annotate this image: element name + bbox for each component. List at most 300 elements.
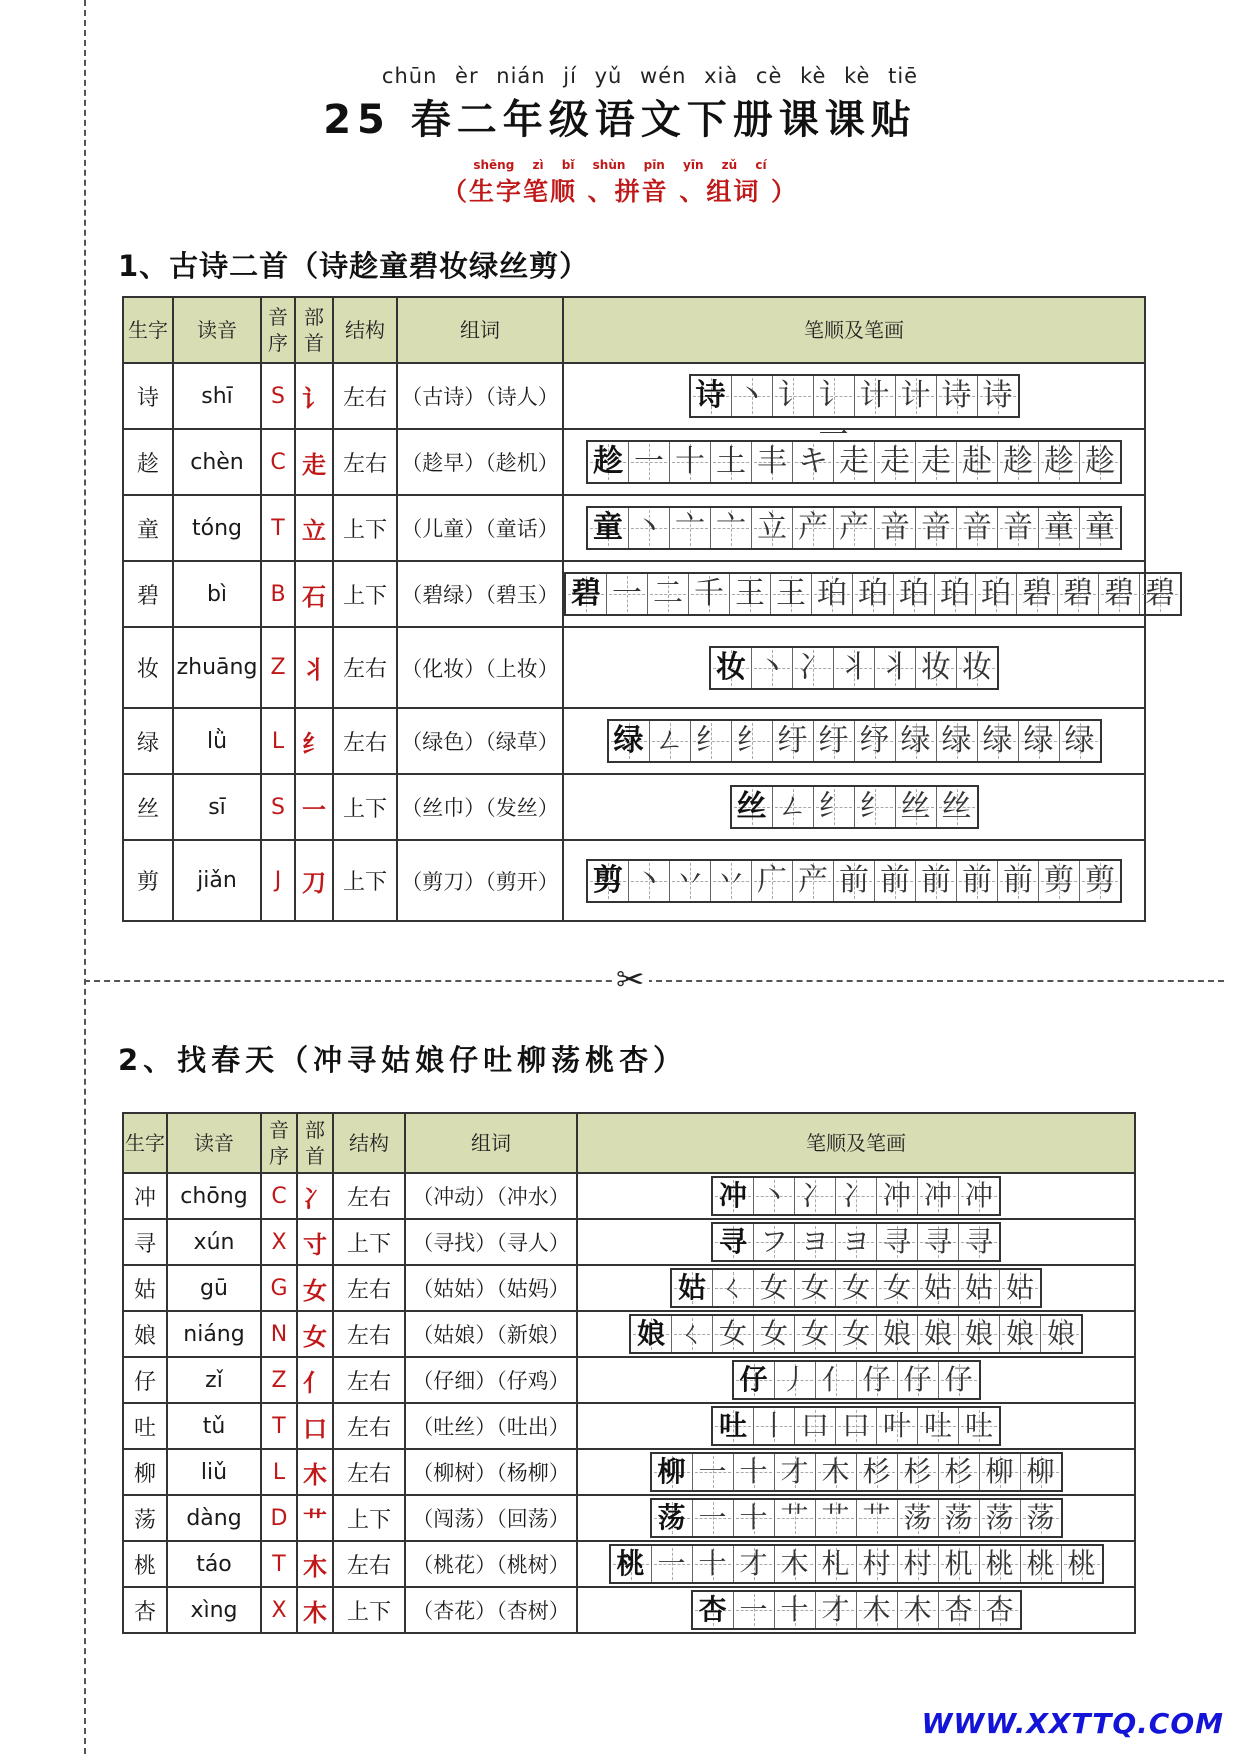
- stroke-step: 冲: [959, 1178, 999, 1214]
- header-initial: 音序: [261, 1113, 297, 1173]
- stroke-step: 趁: [1039, 442, 1080, 482]
- stroke-order-cell: [577, 1219, 1135, 1265]
- stroke-step: 珀: [935, 574, 976, 614]
- header-structure: 结构: [333, 297, 397, 363]
- stroke-model-char: 娘: [631, 1316, 672, 1352]
- stroke-step: 杉: [857, 1454, 898, 1490]
- stroke-step: 产: [793, 508, 834, 548]
- radical-cell: 立: [295, 495, 333, 561]
- stroke-step: 诗: [937, 376, 978, 416]
- stroke-step: 珀: [812, 574, 853, 614]
- words-cell: （碧绿）（碧玉）: [397, 561, 563, 627]
- radical-cell: 艹: [297, 1495, 333, 1541]
- stroke-order-cell: [563, 363, 1145, 453]
- stroke-order-cell: [577, 1173, 1135, 1219]
- words-cell: （儿童）（童话）: [397, 495, 563, 561]
- stroke-step: 丿: [775, 1362, 816, 1398]
- stroke-step: 童: [1080, 508, 1120, 548]
- initial-cell: T: [261, 1403, 297, 1449]
- character-row: [123, 1449, 1135, 1495]
- stroke-step: 口: [795, 1408, 836, 1444]
- radical-cell: 女: [297, 1265, 333, 1311]
- stroke-step: 一: [693, 1454, 734, 1490]
- initial-cell: L: [261, 708, 295, 774]
- radical-cell: 丬: [295, 627, 333, 708]
- words-cell: （剪刀）（剪开）: [397, 840, 563, 921]
- char-cell: 杏: [123, 1587, 167, 1633]
- title-pinyin: chūn èr nián jí yǔ wén xià cè kè kè tiē: [381, 64, 919, 88]
- stroke-step: 前: [916, 861, 957, 901]
- site-watermark: WWW.XXTTQ.COM: [921, 1707, 1224, 1740]
- char-cell: 绿: [123, 708, 173, 774]
- stroke-order-cell: [577, 1449, 1135, 1495]
- header-char: 生字: [123, 297, 173, 363]
- stroke-step: 艹: [857, 1500, 898, 1536]
- stroke-model-char: 桃: [611, 1546, 652, 1582]
- stroke-model-char: 妆: [711, 648, 752, 688]
- stroke-step: 村: [857, 1546, 898, 1582]
- initial-cell: G: [261, 1265, 297, 1311]
- words-cell: （仔细）（仔鸡）: [405, 1357, 577, 1403]
- pinyin-cell: tǔ: [167, 1403, 261, 1449]
- stroke-order-strip: [711, 1406, 1001, 1446]
- stroke-step: 丨: [754, 1408, 795, 1444]
- stroke-step: 柳: [980, 1454, 1021, 1490]
- header-words: 组词: [397, 297, 563, 363]
- stroke-order-strip: [586, 859, 1122, 903]
- stroke-step: 女: [754, 1270, 795, 1306]
- stroke-order-cell: [577, 1265, 1135, 1311]
- stroke-step: ㄥ: [773, 787, 814, 827]
- character-row: [123, 774, 1145, 840]
- radical-cell: 讠: [295, 363, 333, 429]
- stroke-step: 计: [855, 376, 896, 416]
- stroke-order-cell: [563, 495, 1145, 561]
- stroke-model-char: 荡: [652, 1500, 693, 1536]
- stroke-model-char: 碧: [566, 574, 607, 614]
- char-cell: 诗: [123, 363, 173, 429]
- stroke-order-strip: [711, 1176, 1001, 1216]
- initial-cell: C: [261, 429, 295, 495]
- stroke-step: 纟: [855, 787, 896, 827]
- header-char: 生字: [123, 1113, 167, 1173]
- stroke-step: 娘: [918, 1316, 959, 1352]
- stroke-step: 荡: [898, 1500, 939, 1536]
- stroke-step: 冲: [877, 1178, 918, 1214]
- stroke-order-cell: [577, 1311, 1135, 1357]
- pinyin-cell: chōng: [167, 1173, 261, 1219]
- stroke-step: 绿: [1060, 721, 1100, 761]
- stroke-step: 童: [1039, 508, 1080, 548]
- stroke-step: 前: [998, 861, 1039, 901]
- stroke-model-char: 绿: [609, 721, 650, 761]
- stroke-step: 杏: [980, 1592, 1020, 1628]
- stroke-order-cell: [563, 561, 1175, 627]
- stroke-step: 讠: [773, 376, 814, 416]
- radical-cell: 寸: [297, 1219, 333, 1265]
- stroke-step: 女: [795, 1270, 836, 1306]
- stroke-step: 珀: [853, 574, 894, 614]
- character-row: [123, 429, 1145, 495]
- initial-cell: Z: [261, 627, 295, 708]
- stroke-step: 荡: [939, 1500, 980, 1536]
- section-1-title: 1、古诗二首（诗趁童碧妆绿丝剪）: [118, 249, 590, 283]
- stroke-order-strip: [730, 785, 979, 829]
- structure-cell: 左右: [333, 1541, 405, 1587]
- stroke-step: 姑: [918, 1270, 959, 1306]
- char-cell: 丝: [123, 774, 173, 840]
- initial-cell: B: [261, 561, 295, 627]
- stroke-step: 冲: [918, 1178, 959, 1214]
- structure-cell: 上下: [333, 1495, 405, 1541]
- stroke-order-strip: [709, 646, 999, 690]
- stroke-step: 亻: [816, 1362, 857, 1398]
- stroke-step: 十: [775, 1592, 816, 1628]
- radical-cell: 木: [297, 1587, 333, 1633]
- words-cell: （柳树）（杨柳）: [405, 1449, 577, 1495]
- character-row: [123, 1265, 1135, 1311]
- radical-cell: 亻: [297, 1357, 333, 1403]
- char-cell: 童: [123, 495, 173, 561]
- stroke-order-strip: [689, 374, 1020, 453]
- stroke-model-char: 杏: [693, 1592, 734, 1628]
- character-row: [123, 363, 1145, 429]
- stroke-model-char: 丝: [732, 787, 773, 827]
- structure-cell: 左右: [333, 429, 397, 495]
- stroke-step: 亠: [670, 508, 711, 548]
- stroke-step: 土: [711, 442, 752, 482]
- section-2-title: 2、找春天（冲寻姑娘仔吐柳荡桃杏）: [118, 1043, 688, 1077]
- pinyin-cell: gū: [167, 1265, 261, 1311]
- stroke-step: 王: [730, 574, 771, 614]
- stroke-order-cell: [577, 1541, 1135, 1587]
- stroke-order-cell: [577, 1403, 1135, 1449]
- stroke-order-cell: [563, 774, 1145, 840]
- stroke-model-char: 童: [588, 508, 629, 548]
- stroke-step: 走: [875, 442, 916, 482]
- stroke-step: 村: [898, 1546, 939, 1582]
- stroke-step: 纟: [691, 721, 732, 761]
- stroke-step: 才: [734, 1546, 775, 1582]
- stroke-step: 女: [713, 1316, 754, 1352]
- stroke-step: 寻: [918, 1224, 959, 1260]
- words-cell: （吐丝）（吐出）: [405, 1403, 577, 1449]
- structure-cell: 左右: [333, 708, 397, 774]
- structure-cell: 左右: [333, 1173, 405, 1219]
- stroke-step: 丬: [834, 648, 875, 688]
- stroke-order-cell: [563, 429, 1145, 495]
- stroke-model-char: 冲: [713, 1178, 754, 1214]
- pinyin-cell: niáng: [167, 1311, 261, 1357]
- stroke-step: 计: [896, 376, 937, 416]
- char-cell: 娘: [123, 1311, 167, 1357]
- stroke-step: 娘: [877, 1316, 918, 1352]
- stroke-order-cell: [563, 708, 1145, 774]
- stroke-order-cell: [563, 627, 1145, 708]
- char-cell: 寻: [123, 1219, 167, 1265]
- pinyin-cell: zhuāng: [173, 627, 261, 708]
- initial-cell: T: [261, 1541, 297, 1587]
- radical-cell: 石: [295, 561, 333, 627]
- structure-cell: 左右: [333, 363, 397, 429]
- pinyin-cell: chèn: [173, 429, 261, 495]
- radical-cell: 刀: [295, 840, 333, 921]
- stroke-step: 前: [875, 861, 916, 901]
- structure-cell: 左右: [333, 1403, 405, 1449]
- words-cell: （姑娘）（新娘）: [405, 1311, 577, 1357]
- stroke-model-char: 姑: [672, 1270, 713, 1306]
- stroke-order-strip: [691, 1590, 1022, 1630]
- initial-cell: L: [261, 1449, 297, 1495]
- stroke-step: 珀: [976, 574, 1017, 614]
- words-cell: （绿色）（绿草）: [397, 708, 563, 774]
- char-cell: 仔: [123, 1357, 167, 1403]
- initial-cell: S: [261, 774, 295, 840]
- initial-cell: Z: [261, 1357, 297, 1403]
- stroke-step: 一: [629, 442, 670, 482]
- stroke-order-strip: [564, 572, 1182, 616]
- words-cell: （姑姑）（姑妈）: [405, 1265, 577, 1311]
- stroke-step: 丶: [752, 648, 793, 688]
- pinyin-cell: zǐ: [167, 1357, 261, 1403]
- char-cell: 姑: [123, 1265, 167, 1311]
- stroke-step: 妆: [916, 648, 957, 688]
- stroke-step: 寻: [959, 1224, 999, 1260]
- stroke-step: 音: [875, 508, 916, 548]
- stroke-step: 吐: [918, 1408, 959, 1444]
- stroke-step: 丶: [754, 1178, 795, 1214]
- lesson-2-table: [122, 1112, 1136, 1634]
- structure-cell: 上下: [333, 1219, 405, 1265]
- stroke-model-char: 柳: [652, 1454, 693, 1490]
- stroke-step: 纟: [814, 787, 855, 827]
- stroke-step: 二: [648, 574, 689, 614]
- pinyin-cell: jiǎn: [173, 840, 261, 921]
- stroke-step: 产: [793, 861, 834, 901]
- stroke-step: 纟: [732, 721, 773, 761]
- stroke-order-strip: [732, 1360, 981, 1400]
- scissors-icon: ✂: [612, 960, 649, 1000]
- initial-cell: D: [261, 1495, 297, 1541]
- stroke-step: 碧: [1058, 574, 1099, 614]
- structure-cell: 左右: [333, 627, 397, 708]
- radical-cell: 一: [295, 774, 333, 840]
- stroke-step: 姑: [1000, 1270, 1040, 1306]
- stroke-step: 冫: [793, 648, 834, 688]
- words-cell: （冲动）（冲水）: [405, 1173, 577, 1219]
- words-cell: （闯荡）（回荡）: [405, 1495, 577, 1541]
- initial-cell: X: [261, 1587, 297, 1633]
- stroke-step: 立: [752, 508, 793, 548]
- stroke-step: 碧: [1140, 574, 1180, 614]
- stroke-step: 木: [775, 1546, 816, 1582]
- table-header-row: [123, 1113, 1135, 1173]
- stroke-step: 丝: [896, 787, 937, 827]
- stroke-step: 冫: [836, 1178, 877, 1214]
- stroke-step: 亠: [711, 508, 752, 548]
- character-row: [123, 1587, 1135, 1633]
- stroke-model-char: 仔: [734, 1362, 775, 1398]
- stroke-step: 十: [734, 1454, 775, 1490]
- header-strokes: 笔顺及笔画: [563, 297, 1145, 363]
- stroke-order-strip: [650, 1498, 1063, 1538]
- stroke-step: 一: [652, 1546, 693, 1582]
- stroke-model-char: 诗: [691, 376, 732, 416]
- stroke-step: 札: [816, 1546, 857, 1582]
- pinyin-cell: liǔ: [167, 1449, 261, 1495]
- char-cell: 桃: [123, 1541, 167, 1587]
- stroke-step: 珀: [894, 574, 935, 614]
- stroke-step: 才: [816, 1592, 857, 1628]
- structure-cell: 左右: [333, 1265, 405, 1311]
- stroke-step: 女: [836, 1270, 877, 1306]
- stroke-step: 艹: [775, 1500, 816, 1536]
- stroke-step: 趁: [998, 442, 1039, 482]
- stroke-step: 丷: [670, 861, 711, 901]
- stroke-order-cell: [577, 1495, 1135, 1541]
- structure-cell: 上下: [333, 561, 397, 627]
- stroke-step: 女: [754, 1316, 795, 1352]
- stroke-step: 仔: [857, 1362, 898, 1398]
- character-row: [123, 1495, 1135, 1541]
- page-title: 25 春二年级语文下册课课贴: [323, 97, 917, 143]
- stroke-order-strip: [607, 719, 1102, 763]
- character-row: [123, 1541, 1135, 1587]
- stroke-order-strip: [586, 440, 1122, 484]
- char-cell: 冲: [123, 1173, 167, 1219]
- stroke-step: 丶: [732, 376, 773, 416]
- stroke-step: 桃: [980, 1546, 1021, 1582]
- stroke-step: 一: [607, 574, 648, 614]
- character-row: [123, 1219, 1135, 1265]
- stroke-step: 木: [857, 1592, 898, 1628]
- stroke-step: 纾: [855, 721, 896, 761]
- stroke-step: 娘: [959, 1316, 1000, 1352]
- stroke-step: 诗: [978, 376, 1018, 416]
- pinyin-cell: lǜ: [173, 708, 261, 774]
- radical-cell: 走: [295, 429, 333, 495]
- character-row: [123, 627, 1145, 708]
- stroke-step: 妆: [957, 648, 997, 688]
- character-row: [123, 1173, 1135, 1219]
- stroke-step: 丝: [937, 787, 977, 827]
- stroke-step: 十: [693, 1546, 734, 1582]
- radical-cell: 冫: [297, 1173, 333, 1219]
- stroke-order-strip: [711, 1222, 1001, 1262]
- initial-cell: T: [261, 495, 295, 561]
- initial-cell: N: [261, 1311, 297, 1357]
- character-row: [123, 1311, 1135, 1357]
- stroke-step: 女: [877, 1270, 918, 1306]
- stroke-step: 绿: [1019, 721, 1060, 761]
- stroke-order-strip: [609, 1544, 1104, 1584]
- stroke-step: 趁: [1080, 442, 1120, 482]
- horizontal-cut-line: [84, 980, 1224, 982]
- radical-cell: 口: [297, 1403, 333, 1449]
- stroke-step: 赴: [957, 442, 998, 482]
- stroke-step: 广: [752, 861, 793, 901]
- char-cell: 吐: [123, 1403, 167, 1449]
- stroke-step: ㄥ: [650, 721, 691, 761]
- stroke-order-cell: [577, 1587, 1135, 1633]
- initial-cell: J: [261, 840, 295, 921]
- initial-cell: X: [261, 1219, 297, 1265]
- stroke-step: 姑: [959, 1270, 1000, 1306]
- words-cell: （桃花）（桃树）: [405, 1541, 577, 1587]
- structure-cell: 左右: [333, 1357, 405, 1403]
- pinyin-cell: sī: [173, 774, 261, 840]
- character-row: [123, 495, 1145, 561]
- character-row: [123, 1357, 1135, 1403]
- stroke-step: 木: [816, 1454, 857, 1490]
- stroke-step: 十: [670, 442, 711, 482]
- char-cell: 趁: [123, 429, 173, 495]
- initial-cell: C: [261, 1173, 297, 1219]
- stroke-step: 绿: [896, 721, 937, 761]
- stroke-step: 十: [734, 1500, 775, 1536]
- stroke-step: 千: [689, 574, 730, 614]
- stroke-step: 口: [836, 1408, 877, 1444]
- stroke-step: 杉: [939, 1454, 980, 1490]
- pinyin-cell: bì: [173, 561, 261, 627]
- pinyin-cell: xìng: [167, 1587, 261, 1633]
- stroke-step: ヨ: [795, 1224, 836, 1260]
- stroke-step: 碧: [1017, 574, 1058, 614]
- stroke-step: 杏: [939, 1592, 980, 1628]
- structure-cell: 上下: [333, 774, 397, 840]
- stroke-step: 寻: [877, 1224, 918, 1260]
- header-pinyin: 读音: [167, 1113, 261, 1173]
- character-row: [123, 708, 1145, 774]
- structure-cell: 左右: [333, 1449, 405, 1495]
- pinyin-cell: táo: [167, 1541, 261, 1587]
- stroke-step: 女: [795, 1316, 836, 1352]
- character-row: [123, 561, 1145, 627]
- stroke-order-cell: [563, 840, 1145, 921]
- stroke-step: 桃: [1021, 1546, 1062, 1582]
- words-cell: （古诗）（诗人）: [397, 363, 563, 429]
- stroke-step: 柳: [1021, 1454, 1061, 1490]
- header-pinyin: 读音: [173, 297, 261, 363]
- stroke-step: 走: [834, 442, 875, 482]
- stroke-step: 一: [734, 1592, 775, 1628]
- stroke-order-strip: [650, 1452, 1063, 1492]
- words-cell: （杏花）（杏树）: [405, 1587, 577, 1633]
- stroke-step: 剪: [1080, 861, 1120, 901]
- initial-cell: S: [261, 363, 295, 429]
- stroke-step: 仔: [939, 1362, 979, 1398]
- radical-cell: 纟: [295, 708, 333, 774]
- stroke-step: 才: [775, 1454, 816, 1490]
- vertical-cut-line: [84, 0, 86, 1754]
- lesson-1-table: [122, 296, 1175, 922]
- char-cell: 妆: [123, 627, 173, 708]
- radical-cell: 木: [297, 1449, 333, 1495]
- stroke-step: 叶: [877, 1408, 918, 1444]
- stroke-step: ㄑ: [672, 1316, 713, 1352]
- stroke-order-strip: [586, 506, 1122, 550]
- stroke-step: 杉: [898, 1454, 939, 1490]
- stroke-step: 绿: [978, 721, 1019, 761]
- stroke-step: フ: [754, 1224, 795, 1260]
- header-radical: 部首: [297, 1113, 333, 1173]
- words-cell: （化妆）（上妆）: [397, 627, 563, 708]
- stroke-step: 娘: [1000, 1316, 1041, 1352]
- stroke-step: 走: [916, 442, 957, 482]
- stroke-step: 一: [693, 1500, 734, 1536]
- pinyin-cell: dàng: [167, 1495, 261, 1541]
- stroke-step: 纡: [773, 721, 814, 761]
